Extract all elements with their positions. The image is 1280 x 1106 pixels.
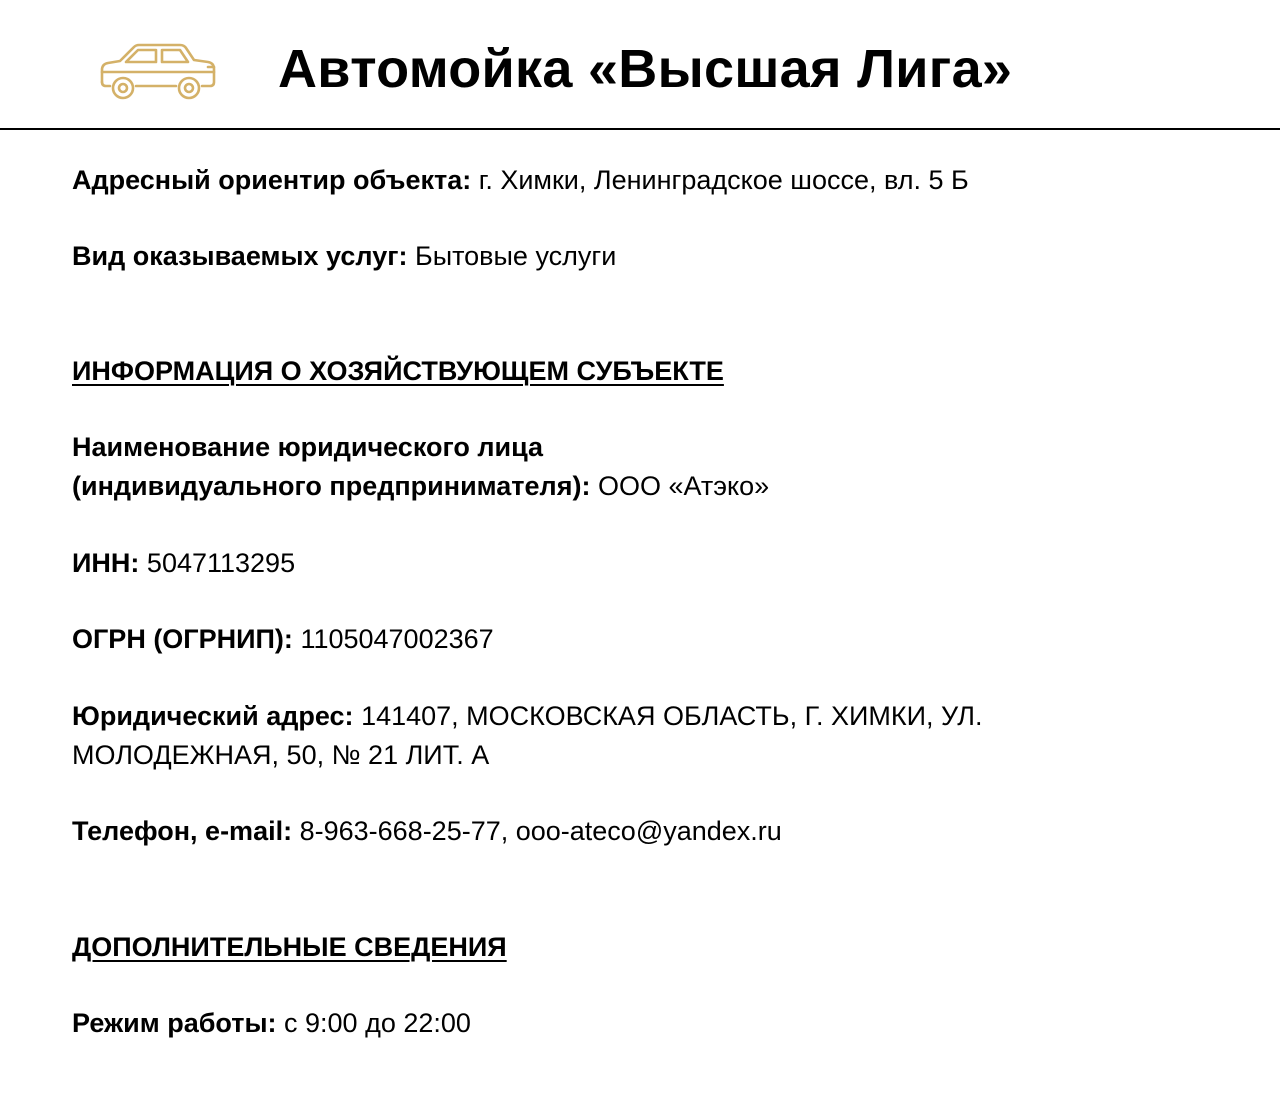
extra-section-title: ДОПОЛНИТЕЛЬНЫЕ СВЕДЕНИЯ <box>72 932 507 962</box>
car-icon <box>94 40 220 106</box>
legal-name-label-1: Наименование юридического лица <box>72 432 544 462</box>
entity-section-title: ИНФОРМАЦИЯ О ХОЗЯЙСТВУЮЩЕМ СУБЪЕКТЕ <box>72 356 724 386</box>
ogrn-row <box>72 620 494 659</box>
legal-address-row-2 <box>72 736 489 775</box>
service-row <box>72 237 616 276</box>
legal-address-value-2: МОЛОДЕЖНАЯ, 50, № 21 ЛИТ. А <box>72 740 490 770</box>
page-header <box>0 0 1280 130</box>
contact-value: 8-963-668-25-77, ooo-ateco@yandex.ru <box>299 816 782 846</box>
ogrn-label: ОГРН (ОГРНИП): <box>72 624 293 654</box>
address-value: г. Химки, Ленинградское шоссе, вл. 5 Б <box>478 165 969 195</box>
contact-row <box>72 812 782 851</box>
inn-label: ИНН: <box>72 548 140 578</box>
page-title: Автомойка «Высшая Лига» <box>278 39 1013 99</box>
hours-value: с 9:00 до 22:00 <box>284 1008 471 1038</box>
legal-address-label: Юридический адрес: <box>72 701 354 731</box>
legal-name-value: ООО «Атэко» <box>597 471 770 501</box>
hours-row <box>72 1004 471 1043</box>
ogrn-value: 1105047002367 <box>300 624 494 654</box>
hours-label: Режим работы: <box>72 1008 277 1038</box>
service-label: Вид оказываемых услуг: <box>72 241 408 271</box>
legal-name-label-line1 <box>72 428 543 467</box>
legal-name-label-2: (индивидуального предпринимателя): <box>72 471 591 501</box>
contact-label: Телефон, e-mail: <box>72 816 293 846</box>
inn-row <box>72 544 295 583</box>
legal-address-value-1: 141407, МОСКОВСКАЯ ОБЛАСТЬ, Г. ХИМКИ, УЛ. <box>361 701 983 731</box>
legal-name-row <box>72 467 769 506</box>
inn-value: 5047113295 <box>146 548 296 578</box>
address-label: Адресный ориентир объекта: <box>72 165 472 195</box>
service-value: Бытовые услуги <box>414 241 617 271</box>
legal-address-row <box>72 697 982 736</box>
address-row <box>72 161 969 200</box>
